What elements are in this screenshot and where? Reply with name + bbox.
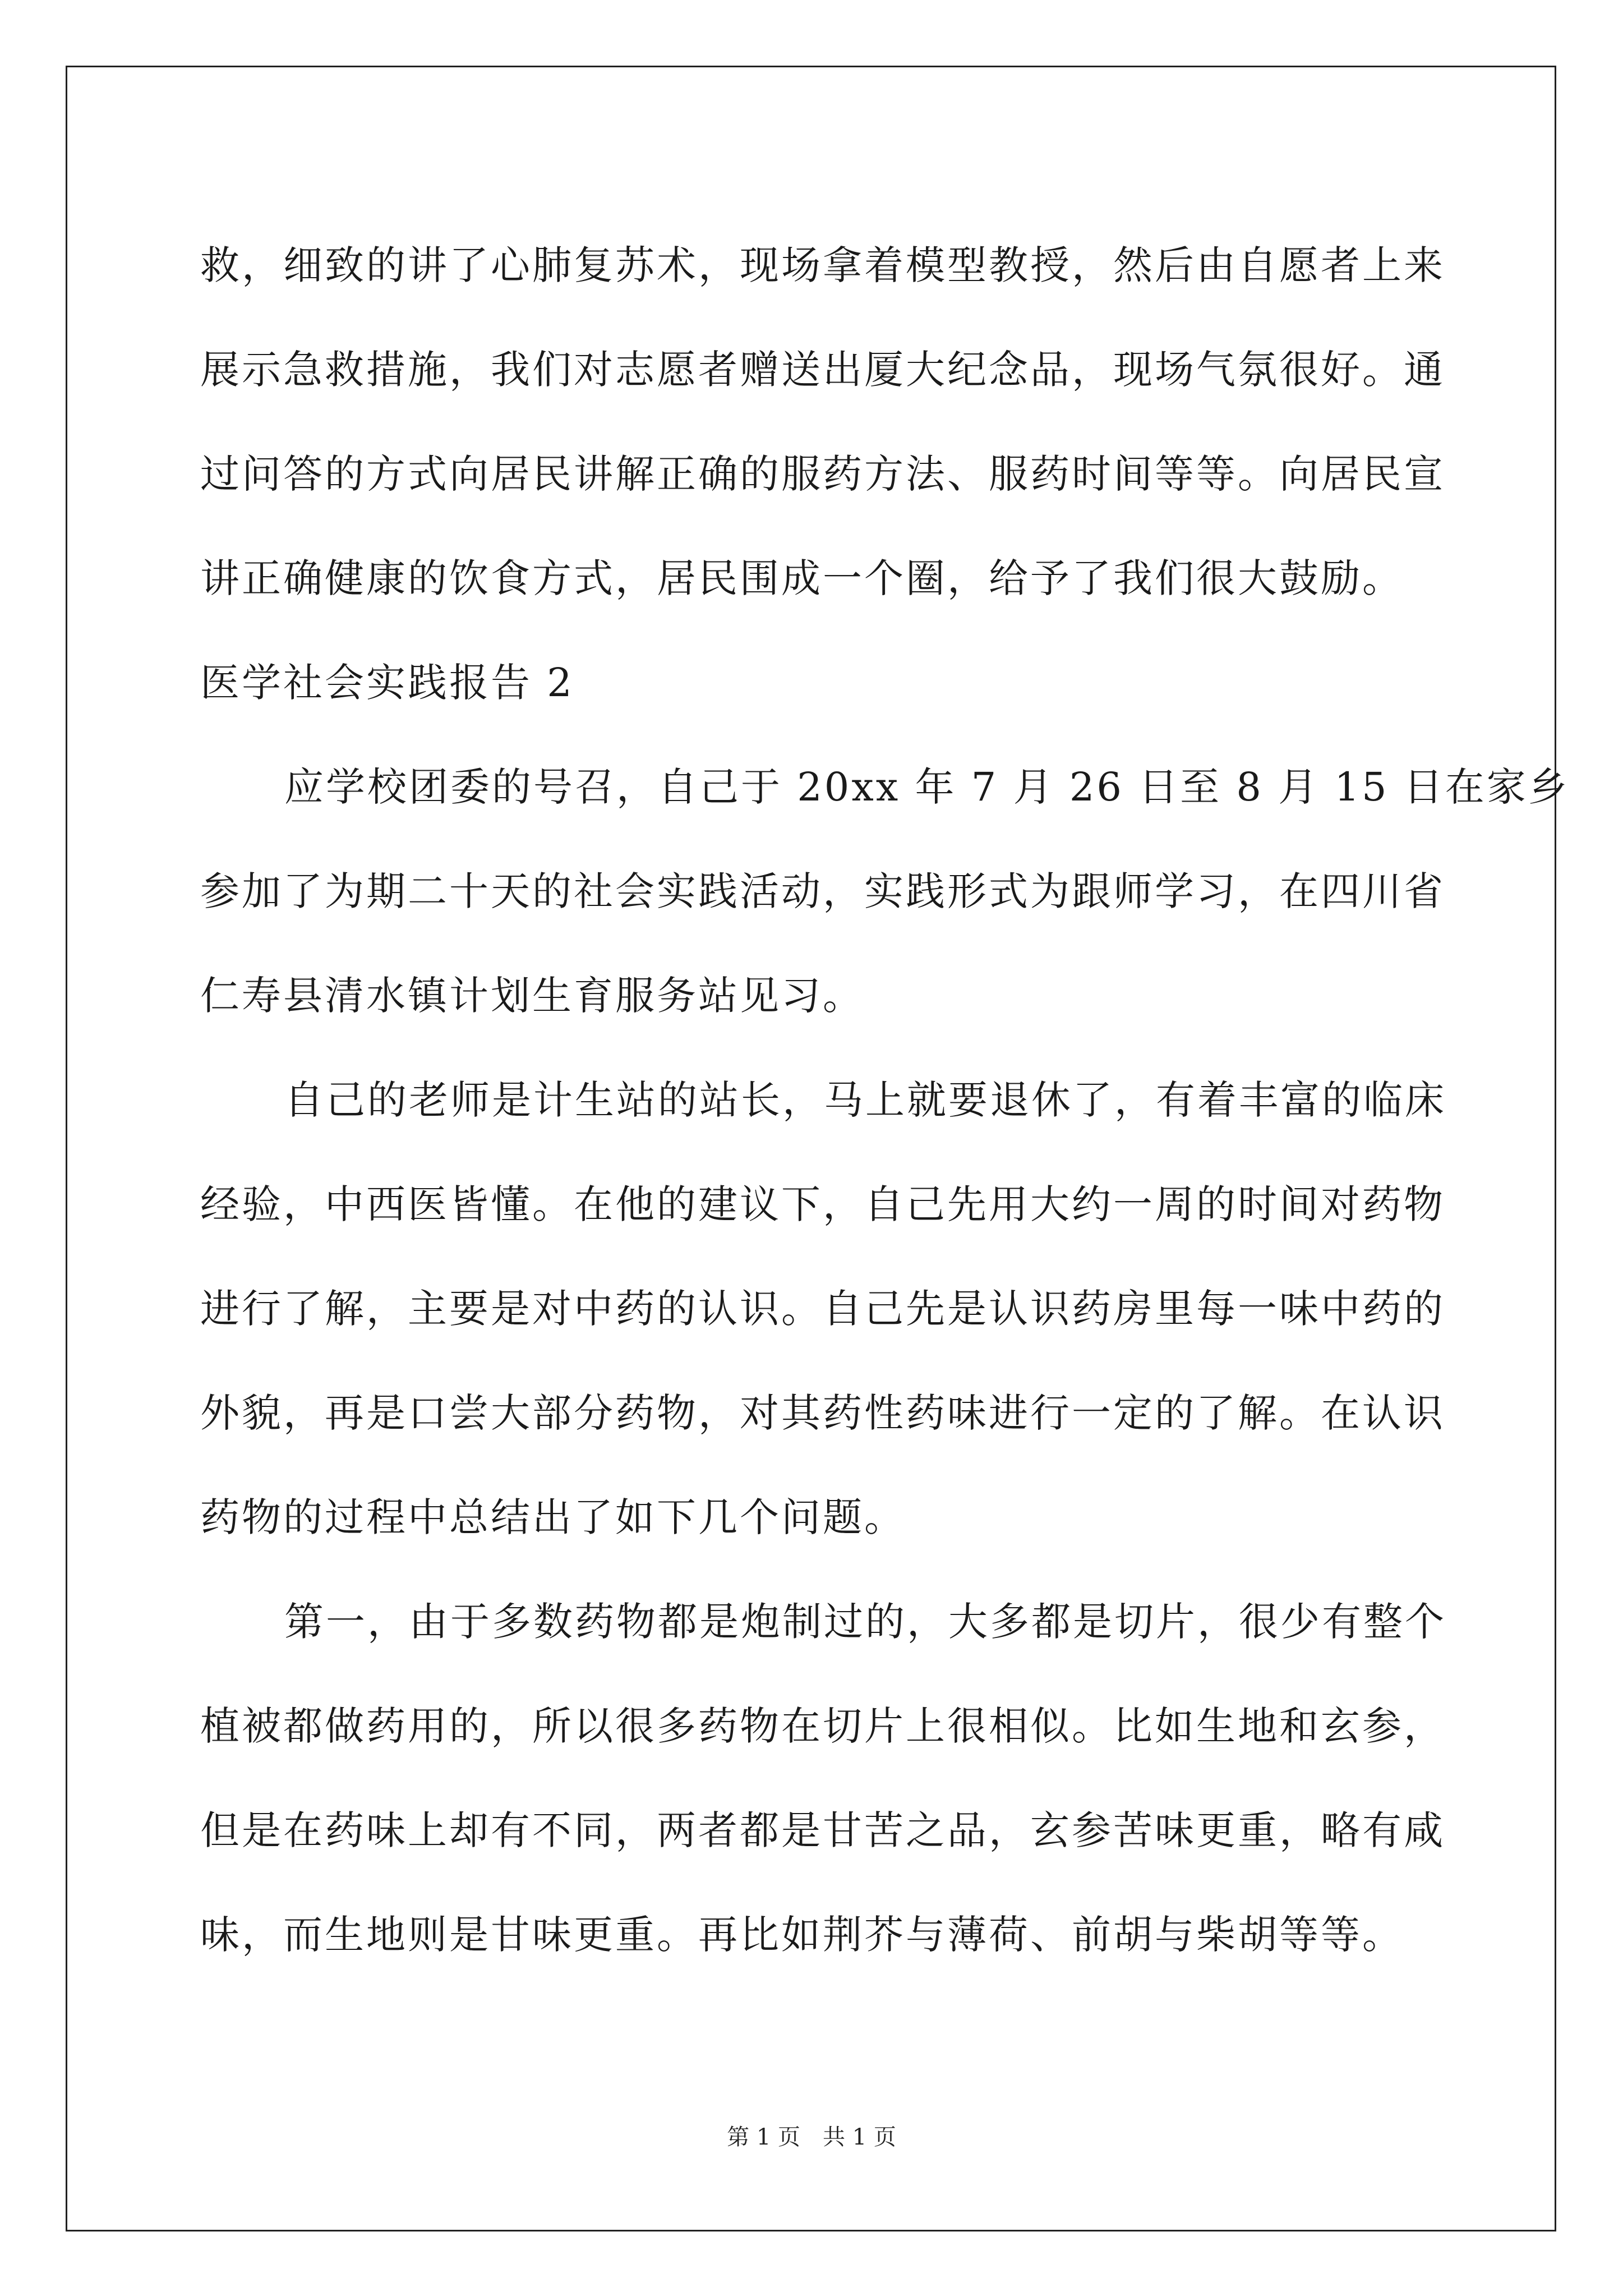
- text-line-7: 参加了为期二十天的社会实践活动，实践形式为跟师学习，在四川省: [200, 868, 1445, 914]
- page-number: 第 1 页: [727, 2124, 800, 2150]
- text-line-15: 植被都做药用的，所以很多药物在切片上很相似。比如生地和玄参，: [200, 1703, 1445, 1749]
- text-line-1: 救，细致的讲了心肺复苏术，现场拿着模型教授，然后由自愿者上来: [200, 242, 1445, 288]
- text-line-4: 讲正确健康的饮食方式，居民围成一个圈，给予了我们很大鼓励。: [200, 555, 1404, 601]
- text-line-13: 药物的过程中总结出了如下几个问题。: [200, 1494, 906, 1540]
- text-line-14: 第一，由于多数药物都是炮制过的，大多都是切片，很少有整个: [284, 1599, 1446, 1645]
- text-line-17: 味，而生地则是甘味更重。再比如荆芥与薄荷、前胡与柴胡等等。: [200, 1912, 1404, 1958]
- document-body: [200, 213, 1570, 1987]
- text-line-2: 展示急救措施，我们对志愿者赠送出厦大纪念品，现场气氛很好。通: [200, 347, 1445, 393]
- text-line-8: 仁寿县清水镇计划生育服务站见习。: [200, 973, 864, 1019]
- text-line-9: 自己的老师是计生站的站长，马上就要退休了，有着丰富的临床: [284, 1077, 1446, 1123]
- text-line-11: 进行了解，主要是对中药的认识。自己先是认识药房里每一味中药的: [200, 1286, 1445, 1332]
- text-line-12: 外貌，再是口尝大部分药物，对其药性药味进行一定的了解。在认识: [200, 1390, 1445, 1436]
- section-heading: 医学社会实践报告 2: [200, 660, 574, 706]
- text-line-16: 但是在药味上却有不同，两者都是甘苦之品，玄参苦味更重，略有咸: [200, 1807, 1445, 1853]
- text-line-10: 经验，中西医皆懂。在他的建议下，自己先用大约一周的时间对药物: [200, 1181, 1445, 1227]
- text-line-6: 应学校团委的号召，自己于 20xx 年 7 月 26 日至 8 月 15 日在家乡: [284, 764, 1570, 810]
- text-line-3: 过问答的方式向居民讲解正确的服药方法、服药时间等等。向居民宣: [200, 451, 1445, 497]
- page-footer: [0, 2120, 1623, 2154]
- page-total: 共 1 页: [823, 2124, 896, 2150]
